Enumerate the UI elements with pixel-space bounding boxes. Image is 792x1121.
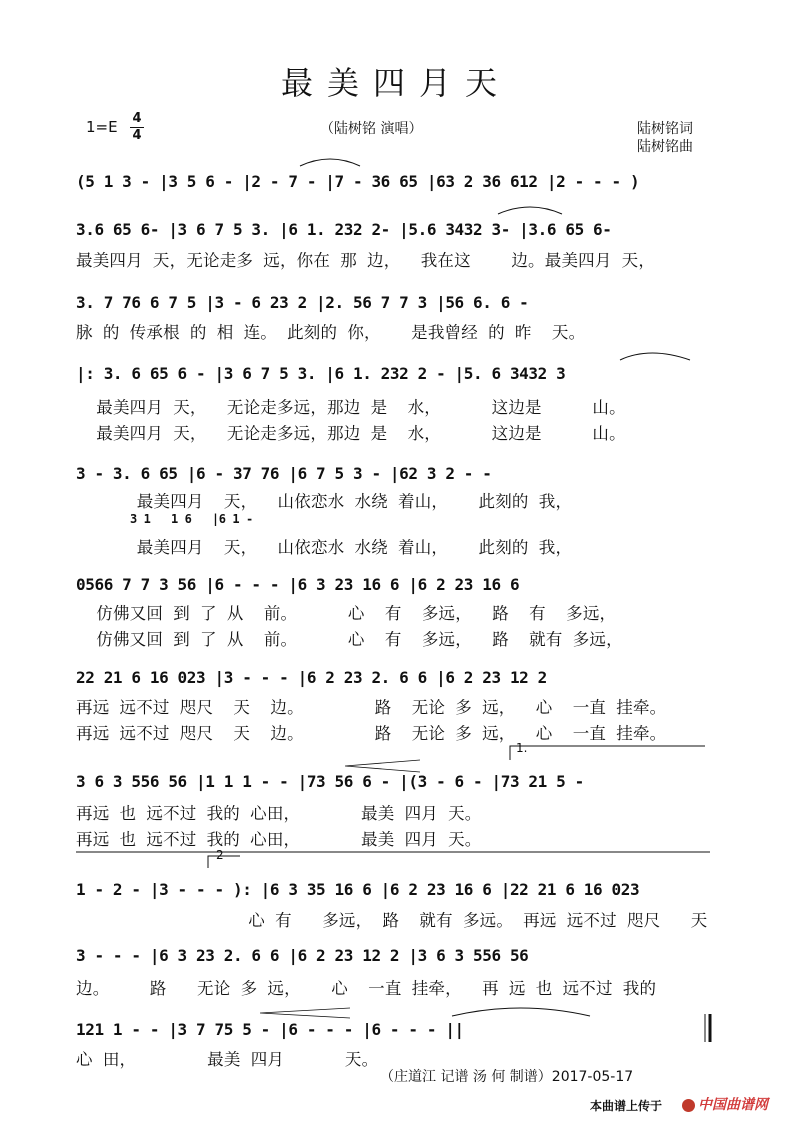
alt-notes-row-5: 3 1 1 6 |6 1 - [130,512,253,526]
lyrics-row-6-verse-2: 仿佛又回 到 了 从 前。 心 有 多远， 路 就有 多远， [76,630,623,649]
song-title: 最美四月天 [280,64,511,102]
lyrics-row-7-verse-1: 再远 远不过 咫尺 天 边。 路 无论 多 远， 心 一直 挂牵。 [76,698,667,717]
lyrics-row-2: 最美四月 天，无论走多 远，你在 那 边， 我在这 边。最美四月 天， [76,251,656,270]
lyrics-row-4-verse-2: 最美四月 天， 无论走多远，那边 是 水， 这边是 山。 [76,424,626,443]
lyricist-credit: 陆树铭词 [637,121,693,137]
score-notes-row-10: 3 - - - |6 3 23 2. 6 6 |6 2 23 12 2 |3 6 3 556 56 [76,946,529,965]
meter-top: 4 [132,111,142,126]
transcriber-credit: （庄道江 记谱 汤 何 制谱）2017-05-17 [380,1069,634,1085]
key-signature: 1=E [86,118,118,136]
lyrics-row-8-verse-1: 再远 也 远不过 我的 心田， 最美 四月 天。 [76,804,482,823]
lyrics-row-7-verse-2: 再远 远不过 咫尺 天 边。 路 无论 多 远， 心 一直 挂牵。 [76,724,667,743]
score-notes-row-3: 3. 7 76 6 7 5 |3 - 6 23 2 |2. 56 7 7 3 |56 6. 6 - [76,293,529,312]
score-notes-row-1: (5 1 3 - |3 5 6 - |2 - 7 - |7 - 36 65 |63 2 36 612 |2 - - - ) [76,172,640,191]
lyrics-row-5-verse-1: 最美四月 天， 山依恋水 水绕 着山， 此刻的 我， [76,492,573,511]
score-notes-row-4: |: 3. 6 65 6 - |3 6 7 5 3. |6 1. 232 2 - |5. 6 3432 3 [76,364,566,383]
lyrics-row-4-verse-1: 最美四月 天， 无论走多远，那边 是 水， 这边是 山。 [76,398,626,417]
score-notes-row-8: 3 6 3 556 56 |1 1 1 - - |73 56 6 - |(3 - 6 - |73 21 5 - [76,772,584,791]
lyrics-row-3: 脉 的 传承根 的 相 连。 此刻的 你， 是我曾经 的 昨 天。 [76,323,586,342]
score-notes-row-2: 3.6 65 6- |3 6 7 5 3. |6 1. 232 2- |5.6 3432 3- |3.6 65 6- [76,220,612,239]
lyrics-row-6-verse-1: 仿佛又回 到 了 从 前。 心 有 多远， 路 有 多远， [76,604,617,623]
score-notes-row-7: 22 21 6 16 023 |3 - - - |6 2 23 2. 6 6 |6 2 23 12 2 [76,668,547,687]
upload-note: 本曲谱上传于 [590,1099,663,1113]
lyrics-row-10: 边。 路 无论 多 远， 心 一直 挂牵， 再 远 也 远不过 我的 [76,979,657,998]
volta-1-label: 1. [516,741,528,755]
volta-2-label: 2 [216,848,224,862]
lyrics-row-5-verse-2: 最美四月 天， 山依恋水 水绕 着山， 此刻的 我， [76,538,573,557]
score-notes-row-11: 121 1 - - |3 7 75 5 - |6 - - - |6 - - - || [76,1020,464,1039]
singer-credit: （陆树铭 演唱） [320,121,423,137]
site-name: 中国曲谱网 [698,1097,768,1113]
score-notes-row-9: 1 - 2 - |3 - - - ): |6 3 35 16 6 |6 2 23 16 6 |22 21 6 16 023 [76,880,640,899]
lyrics-row-9: 心 有 多远， 路 就有 多远。 再远 远不过 咫尺 天 [76,911,708,930]
score-notes-row-6: 0566 7 7 3 56 |6 - - - |6 3 23 16 6 |6 2 23 16 6 [76,575,520,594]
composer-credit: 陆树铭曲 [637,139,693,155]
lyrics-row-8-verse-2: 再远 也 远不过 我的 心田， 最美 四月 天。 [76,830,482,849]
meter-bottom: 4 [132,128,142,143]
lyrics-row-11: 心 田， 最美 四月 天。 [76,1050,379,1069]
score-notes-row-5: 3 - 3. 6 65 |6 - 37 76 |6 7 5 3 - |62 3 2 - - [76,464,492,483]
